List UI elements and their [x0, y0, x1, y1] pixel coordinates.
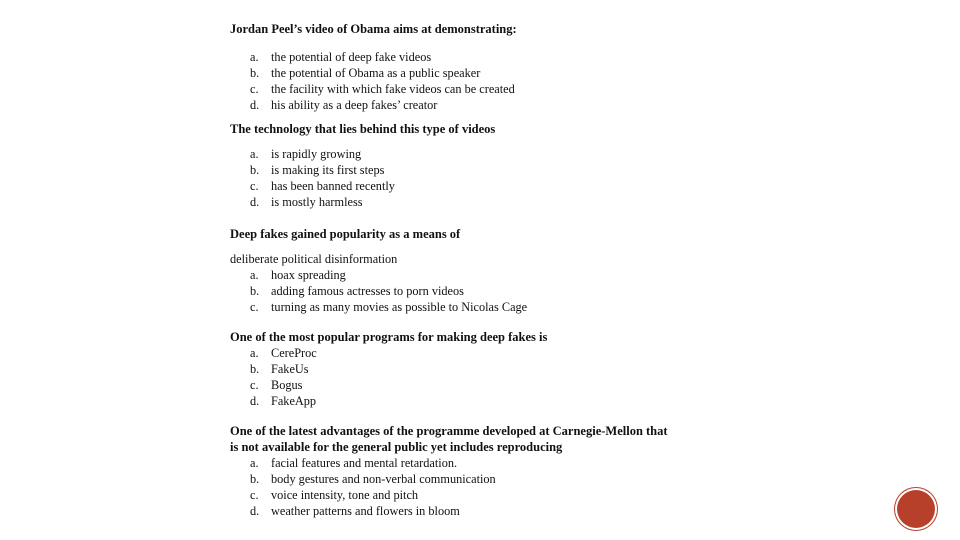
option-item: [230, 345, 750, 361]
question-5-options: [230, 455, 750, 519]
option-letter: c.: [250, 81, 259, 96]
question-4-prompt: One of the most popular programs for making deep fakes is: [230, 329, 548, 344]
option-text: his ability as a deep fakes’ creator: [271, 97, 438, 112]
option-letter: b.: [250, 65, 260, 80]
option-item: [230, 97, 750, 113]
option-text: Bogus: [271, 378, 303, 392]
option-item: [230, 267, 750, 283]
option-letter: c.: [250, 299, 259, 314]
option-item: [230, 194, 750, 210]
question-2-options: [230, 146, 750, 210]
question-2-prompt: The technology that lies behind this type of videos: [230, 121, 496, 136]
option-text: the potential of Obama as a public speaker: [271, 65, 481, 80]
option-item: [230, 471, 750, 487]
option-letter: b.: [250, 163, 260, 177]
option-letter: b.: [250, 362, 260, 376]
option-text: weather patterns and flowers in bloom: [271, 504, 460, 518]
option-letter: d.: [250, 97, 260, 112]
option-text: turning as many movies as possible to Nicolas Cage: [271, 299, 528, 314]
option-text: CereProc: [271, 346, 317, 360]
quiz-document: [230, 22, 750, 519]
option-text: adding famous actresses to porn videos: [271, 283, 464, 298]
option-text: hoax spreading: [271, 267, 346, 282]
question-4-options: [230, 345, 750, 409]
question-3-first-line: deliberate political disinformation: [230, 251, 398, 266]
option-text: voice intensity, tone and pitch: [271, 488, 419, 502]
question-1-prompt: Jordan Peel’s video of Obama aims at demonstrating:: [230, 22, 517, 36]
page-badge: [897, 490, 935, 528]
option-letter: c.: [250, 378, 259, 392]
option-text: is rapidly growing: [271, 147, 362, 161]
option-item: [230, 503, 750, 519]
question-3-options: [230, 267, 750, 315]
question-5-prompt-line-1: One of the latest advantages of the programme developed at Carnegie-Mellon that: [230, 424, 668, 438]
option-text: has been banned recently: [271, 179, 395, 193]
option-item: [230, 377, 750, 393]
option-item: [230, 178, 750, 194]
option-text: body gestures and non-verbal communication: [271, 472, 496, 486]
option-letter: a.: [250, 456, 259, 470]
option-letter: c.: [250, 488, 259, 502]
option-item: [230, 393, 750, 409]
option-text: FakeUs: [271, 362, 309, 376]
option-letter: a.: [250, 267, 259, 282]
option-letter: d.: [250, 195, 260, 209]
option-letter: a.: [250, 147, 259, 161]
option-letter: a.: [250, 346, 259, 360]
option-text: is mostly harmless: [271, 195, 363, 209]
question-5-prompt-line-2: is not available for the general public yet includes reproducing: [230, 439, 563, 454]
option-letter: d.: [250, 394, 260, 408]
option-letter: a.: [250, 49, 259, 64]
option-item: [230, 361, 750, 377]
option-text: FakeApp: [271, 394, 317, 408]
option-letter: b.: [250, 472, 260, 486]
question-1-options: [230, 49, 750, 113]
option-item: [230, 283, 750, 299]
option-item: [230, 455, 750, 471]
option-text: is making its first steps: [271, 163, 385, 177]
option-letter: c.: [250, 179, 259, 193]
option-item: [230, 299, 750, 315]
option-item: [230, 65, 750, 81]
option-text: the facility with which fake videos can be created: [271, 81, 515, 96]
option-item: [230, 49, 750, 65]
option-item: [230, 487, 750, 503]
question-3-prompt: Deep fakes gained popularity as a means of: [230, 227, 461, 241]
option-letter: b.: [250, 283, 260, 298]
option-item: [230, 162, 750, 178]
option-item: [230, 146, 750, 162]
option-letter: d.: [250, 504, 260, 518]
option-item: [230, 81, 750, 97]
option-text: facial features and mental retardation.: [271, 456, 458, 470]
option-text: the potential of deep fake videos: [271, 49, 432, 64]
